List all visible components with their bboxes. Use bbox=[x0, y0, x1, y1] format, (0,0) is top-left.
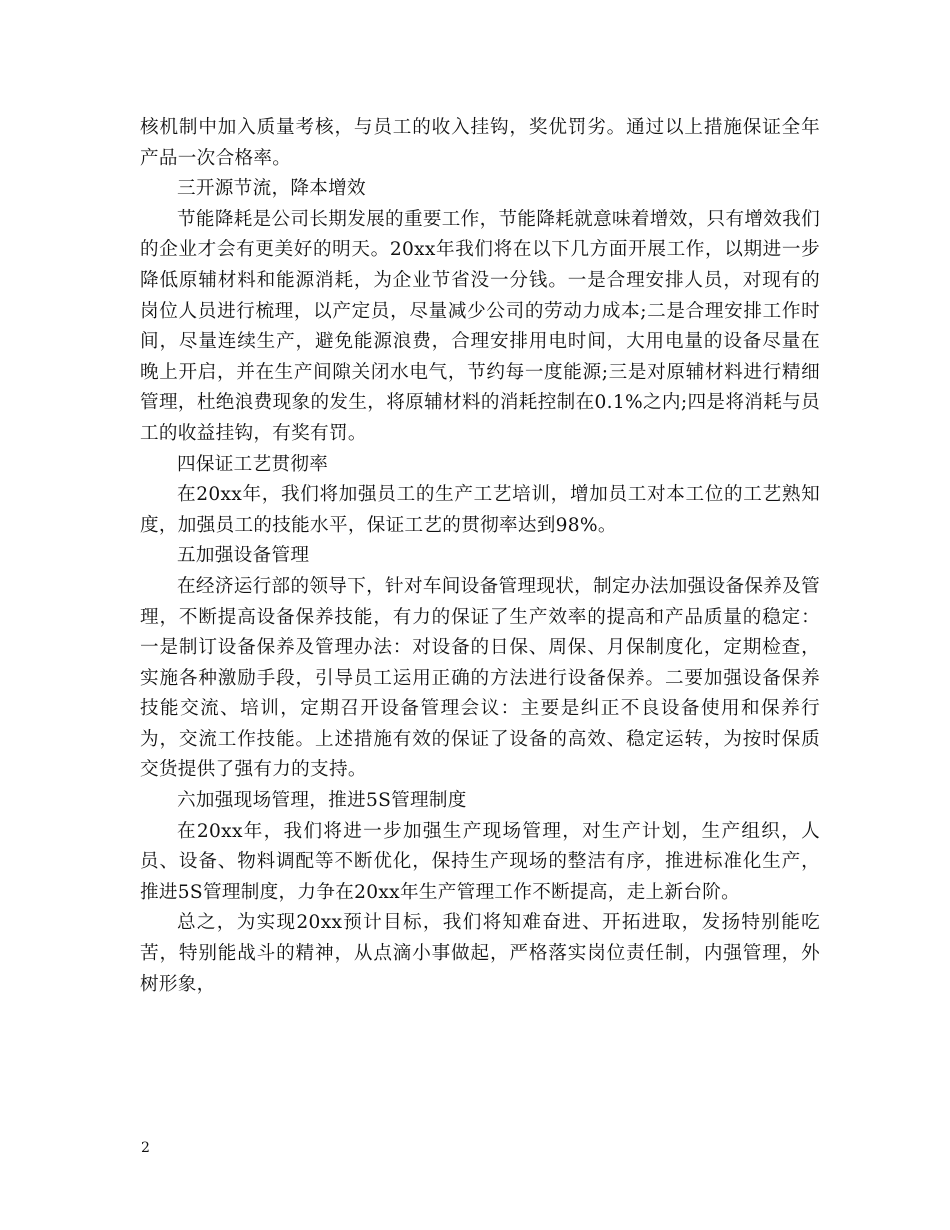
section-heading-3: 三开源节流，降本增效 bbox=[177, 178, 366, 200]
page-number: 2 bbox=[141, 1140, 150, 1156]
paragraph-summary: 总之，为实现20xx预计目标，我们将知难奋进、开拓进取，发扬特别能吃苦，特别能战斗的精神，从点滴小事做起，严格落实岗位责任制，内强管理，外树形象， bbox=[140, 912, 820, 995]
paragraph-site-management: 在20xx年，我们将进一步加强生产现场管理，对生产计划，生产组织，人员、设备、物料调配等不断优化，保持生产现场的整洁有序，推进标准化生产，推进5S管理制度，力争在20xx年生产管理工作不断提高，走上新台阶。 bbox=[140, 820, 820, 903]
paragraph-equipment-management: 在经济运行部的领导下，针对车间设备管理现状，制定办法加强设备保养及管理，不断提高设备保养技能，有力的保证了生产效率的提高和产品质量的稳定：一是制订设备保养及管理办法：对设备的日保、周保、月保制度化，定期检查，实施各种激励手段，引导员工运用正确的方法进行设备保养。二要加强设备保养技能交流、培训，定期召开设备管理会议：主要是纠正不良设备使用和保养行为，交流工作技能。上述措施有效的保证了设备的高效、稳定运转，为按时保质交货提供了强有力的支持。 bbox=[140, 575, 820, 781]
section-heading-6: 六加强现场管理，推进5S管理制度 bbox=[177, 790, 467, 812]
paragraph-energy-saving: 节能降耗是公司长期发展的重要工作，节能降耗就意味着增效，只有增效我们的企业才会有更美好的明天。20xx年我们将在以下几方面开展工作，以期进一步降低原辅材料和能源消耗，为企业节省没一分钱。一是合理安排人员，对现有的岗位人员进行梳理，以产定员，尽量减少公司的劳动力成本;二是合理安排工作时间，尽量连续生产，避免能源浪费，合理安排用电时间，大用电量的设备尽量在晚上开启，并在生产间隙关闭水电气，节约每一度能源;三是对原辅材料进行精细管理，杜绝浪费现象的发生，将原辅材料的消耗控制在0.1%之内;四是将消耗与员工的收益挂钩，有奖有罚。 bbox=[140, 208, 820, 444]
paragraph-process-training: 在20xx年，我们将加强员工的生产工艺培训，增加员工对本工位的工艺熟知度，加强员工的技能水平，保证工艺的贯彻率达到98%。 bbox=[140, 484, 820, 536]
section-heading-5: 五加强设备管理 bbox=[177, 545, 310, 567]
section-heading-4: 四保证工艺贯彻率 bbox=[177, 453, 329, 475]
document-body bbox=[140, 113, 820, 1000]
paragraph-continuation: 核机制中加入质量考核，与员工的收入挂钩，奖优罚劣。通过以上措施保证全年产品一次合格率。 bbox=[140, 117, 820, 169]
